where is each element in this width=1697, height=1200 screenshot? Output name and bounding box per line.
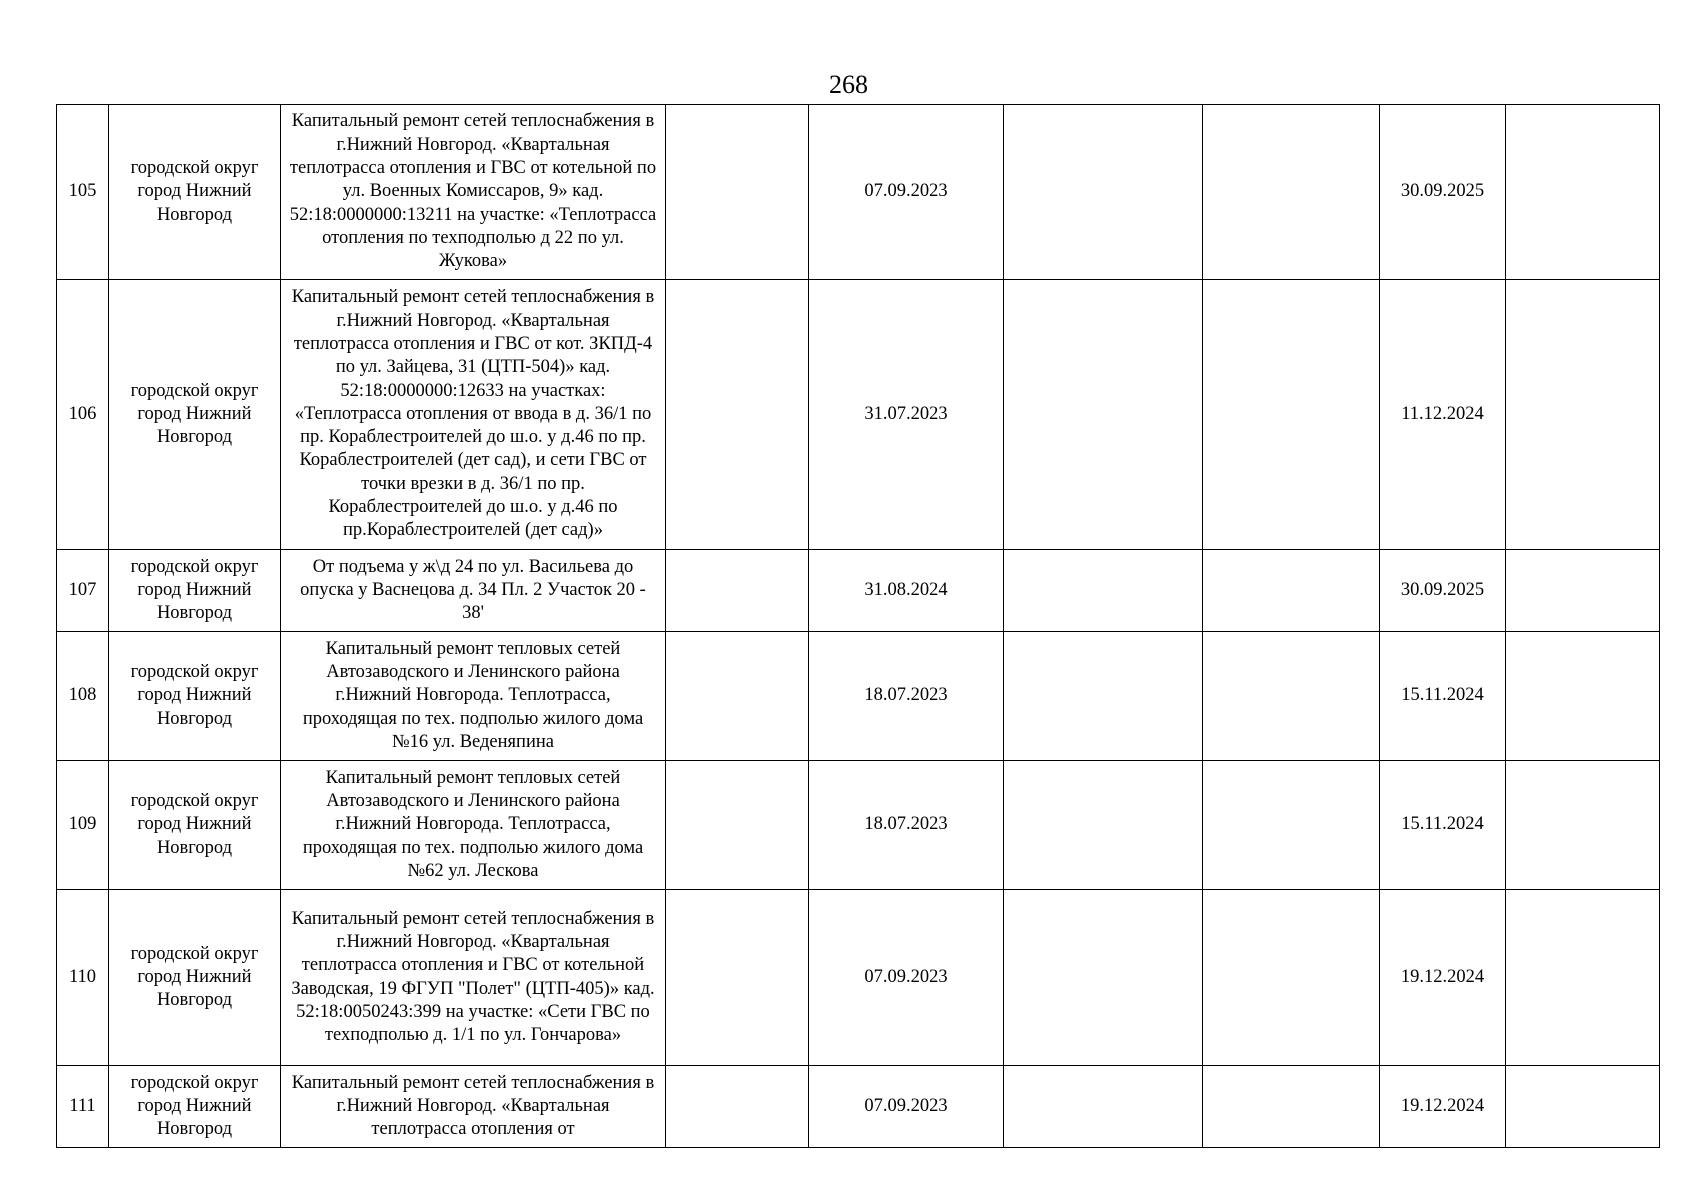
empty-cell — [1506, 761, 1660, 890]
empty-cell — [1004, 105, 1203, 280]
row-number-cell: 109 — [57, 761, 109, 890]
end-date-cell: 11.12.2024 — [1380, 280, 1506, 550]
empty-cell — [666, 280, 809, 550]
municipality-cell: городской округ город Нижний Новгород — [109, 632, 281, 761]
empty-cell — [1203, 550, 1380, 632]
empty-cell — [1203, 632, 1380, 761]
empty-cell — [666, 761, 809, 890]
start-date-cell: 07.09.2023 — [809, 105, 1004, 280]
table-row — [57, 550, 1660, 632]
row-number-cell: 108 — [57, 632, 109, 761]
municipality-cell: городской округ город Нижний Новгород — [109, 280, 281, 550]
empty-cell — [1004, 632, 1203, 761]
start-date-cell: 07.09.2023 — [809, 1066, 1004, 1148]
empty-cell — [1004, 550, 1203, 632]
empty-cell — [1506, 632, 1660, 761]
description-cell: Капитальный ремонт сетей теплоснабжения в г.Нижний Новгород. «Квартальная теплотрасса отопления от — [281, 1066, 666, 1148]
row-number-cell: 105 — [57, 105, 109, 280]
table-row — [57, 890, 1660, 1066]
empty-cell — [1004, 761, 1203, 890]
empty-cell — [1004, 280, 1203, 550]
empty-cell — [666, 105, 809, 280]
row-number-cell: 111 — [57, 1066, 109, 1148]
municipality-cell: городской округ город Нижний Новгород — [109, 1066, 281, 1148]
empty-cell — [1506, 890, 1660, 1066]
row-number-cell: 106 — [57, 280, 109, 550]
description-cell: Капитальный ремонт сетей теплоснабжения в г.Нижний Новгород. «Квартальная теплотрасса отопления и ГВС от кот. ЗКПД-4 по ул. Зайцева, 31 (ЦТП-504)» кад. 52:18:0000000:12633 на участках: «Теплотрасса отопления от ввода в д. 36/1 по пр. Кораблестроителей до ш.о. у д.46 по пр. Кораблестроителей (дет сад), и сети ГВС от точки врезки в д. 36/1 по пр. Кораблестроителей до ш.о. у д.46 по пр.Кораблестроителей (дет сад)» — [281, 280, 666, 550]
start-date-cell: 18.07.2023 — [809, 632, 1004, 761]
empty-cell — [666, 550, 809, 632]
empty-cell — [1004, 890, 1203, 1066]
empty-cell — [1203, 890, 1380, 1066]
table-row — [57, 761, 1660, 890]
empty-cell — [1506, 550, 1660, 632]
table-row — [57, 632, 1660, 761]
start-date-cell: 18.07.2023 — [809, 761, 1004, 890]
description-cell: От подъема у ж\д 24 по ул. Васильева до опуска у Васнецова д. 34 Пл. 2 Участок 20 - 38' — [281, 550, 666, 632]
end-date-cell: 15.11.2024 — [1380, 632, 1506, 761]
empty-cell — [666, 1066, 809, 1148]
municipality-cell: городской округ город Нижний Новгород — [109, 550, 281, 632]
empty-cell — [1203, 1066, 1380, 1148]
empty-cell — [666, 890, 809, 1066]
empty-cell — [1506, 1066, 1660, 1148]
municipality-cell: городской округ город Нижний Новгород — [109, 890, 281, 1066]
table-row — [57, 280, 1660, 550]
start-date-cell: 31.08.2024 — [809, 550, 1004, 632]
description-cell: Капитальный ремонт сетей теплоснабжения в г.Нижний Новгород. «Квартальная теплотрасса отопления и ГВС от котельной по ул. Военных Комиссаров, 9» кад. 52:18:0000000:13211 на участке: «Теплотрасса отопления по техподполью д 22 по ул. Жукова» — [281, 105, 666, 280]
empty-cell — [1004, 1066, 1203, 1148]
end-date-cell: 15.11.2024 — [1380, 761, 1506, 890]
description-cell: Капитальный ремонт тепловых сетей Автозаводского и Ленинского района г.Нижний Новгорода. Теплотрасса, проходящая по тех. подполью жилого дома №16 ул. Веденяпина — [281, 632, 666, 761]
description-cell: Капитальный ремонт сетей теплоснабжения в г.Нижний Новгород. «Квартальная теплотрасса отопления и ГВС от котельной Заводская, 19 ФГУП "Полет" (ЦТП-405)» кад. 52:18:0050243:399 на участке: «Сети ГВС по техподполью д. 1/1 по ул. Гончарова» — [281, 890, 666, 1066]
description-cell: Капитальный ремонт тепловых сетей Автозаводского и Ленинского района г.Нижний Новгорода. Теплотрасса, проходящая по тех. подполью жилого дома №62 ул. Лескова — [281, 761, 666, 890]
table-row — [57, 1066, 1660, 1148]
page-number: 268 — [829, 70, 868, 99]
table-row — [57, 105, 1660, 280]
empty-cell — [1203, 280, 1380, 550]
row-number-cell: 107 — [57, 550, 109, 632]
works-table — [56, 104, 1660, 1148]
end-date-cell: 30.09.2025 — [1380, 550, 1506, 632]
municipality-cell: городской округ город Нижний Новгород — [109, 761, 281, 890]
empty-cell — [1203, 761, 1380, 890]
empty-cell — [1506, 280, 1660, 550]
empty-cell — [666, 632, 809, 761]
empty-cell — [1506, 105, 1660, 280]
end-date-cell: 19.12.2024 — [1380, 890, 1506, 1066]
start-date-cell: 07.09.2023 — [809, 890, 1004, 1066]
start-date-cell: 31.07.2023 — [809, 280, 1004, 550]
empty-cell — [1203, 105, 1380, 280]
end-date-cell: 30.09.2025 — [1380, 105, 1506, 280]
row-number-cell: 110 — [57, 890, 109, 1066]
municipality-cell: городской округ город Нижний Новгород — [109, 105, 281, 280]
end-date-cell: 19.12.2024 — [1380, 1066, 1506, 1148]
